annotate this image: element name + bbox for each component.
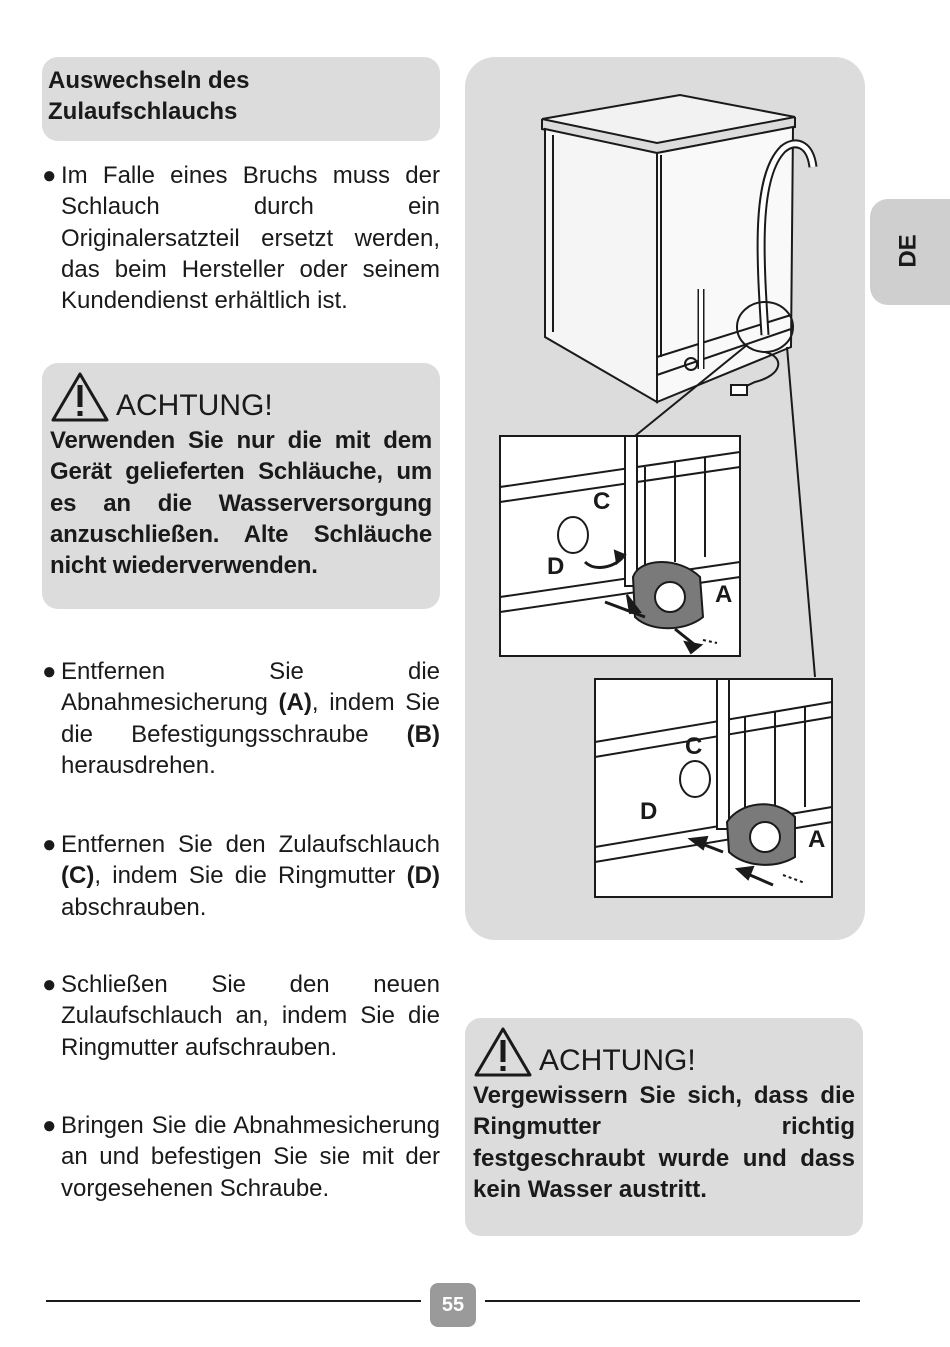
label-a-detail-2: A: [808, 826, 826, 853]
label-c-detail-1: C: [593, 488, 611, 515]
language-tab-label: DE: [894, 234, 922, 268]
warning-text-1: Verwenden Sie nur die mit dem Gerät gelieferten Schläuche, um es an die Wasserversorgung anzuschließen. Alte Schläuche nicht wiederverwenden.: [50, 427, 432, 580]
language-tab: [870, 199, 950, 305]
label-d-detail-1: D: [547, 553, 565, 580]
ref-a: (A): [278, 689, 312, 717]
footer-rule-left: [46, 1300, 421, 1302]
step-text: , indem Sie die Ringmutter: [94, 862, 407, 890]
bullet-icon: ●: [42, 658, 57, 685]
warning-triangle-icon: [473, 1026, 533, 1078]
label-c-detail-2: C: [685, 733, 703, 760]
step-remove-safety: [42, 656, 440, 781]
warning-box-2: [465, 1018, 863, 1236]
step-remove-hose: [42, 829, 440, 923]
intro-paragraph: [42, 160, 440, 316]
step-text: abschrauben.: [61, 893, 207, 921]
warning-title-1: [50, 371, 432, 423]
bullet-icon: ●: [42, 162, 57, 189]
ref-c: (C): [61, 862, 95, 890]
step-text: Entfernen Sie den Zulaufschlauch: [61, 831, 440, 858]
bullet-icon: ●: [42, 971, 57, 998]
label-a-detail-1: A: [715, 581, 733, 608]
step-text: Bringen Sie die Abnahmesicherung an und befestigen Sie sie mit der vorgesehenen Schraube.: [61, 1112, 440, 1202]
warning-text-2: Vergewissern Sie sich, dass die Ringmutter richtig festgeschraubt wurde und dass kein Wasser austritt.: [473, 1082, 855, 1203]
warning-box-1: [42, 363, 440, 609]
bullet-icon: ●: [42, 831, 57, 858]
intro-text: Im Falle eines Bruchs muss der Schlauch durch ein Originalersatzteil ersetzt werden, das beim Hersteller oder seinem Kundendienst erhältlich ist.: [61, 162, 440, 315]
step-attach-safety: [42, 1110, 440, 1204]
label-d-detail-2: D: [640, 798, 658, 825]
warning-title-text-1: ACHTUNG!: [116, 389, 273, 422]
step-text: , indem Sie die Befestigungsschraube: [61, 689, 440, 748]
step-connect-hose: [42, 969, 440, 1063]
step-text: herausdrehen.: [61, 751, 216, 779]
warning-title-2: [473, 1026, 855, 1078]
bullet-icon: ●: [42, 1112, 57, 1139]
warning-title-text-2: ACHTUNG!: [539, 1044, 696, 1077]
ref-d: (D): [406, 862, 440, 890]
hose-replacement-illustration: [465, 57, 865, 940]
section-heading: Auswechseln des Zulaufschlauchs: [42, 57, 440, 141]
step-text: Entfernen Sie die Abnahmesicherung: [61, 658, 440, 717]
warning-triangle-icon: [50, 371, 110, 423]
ref-b: (B): [406, 720, 440, 748]
page-number: 55: [430, 1283, 476, 1327]
step-text: Schließen Sie den neuen Zulaufschlauch an, indem Sie die Ringmutter aufschrauben.: [61, 971, 440, 1061]
footer-rule-right: [485, 1300, 860, 1302]
